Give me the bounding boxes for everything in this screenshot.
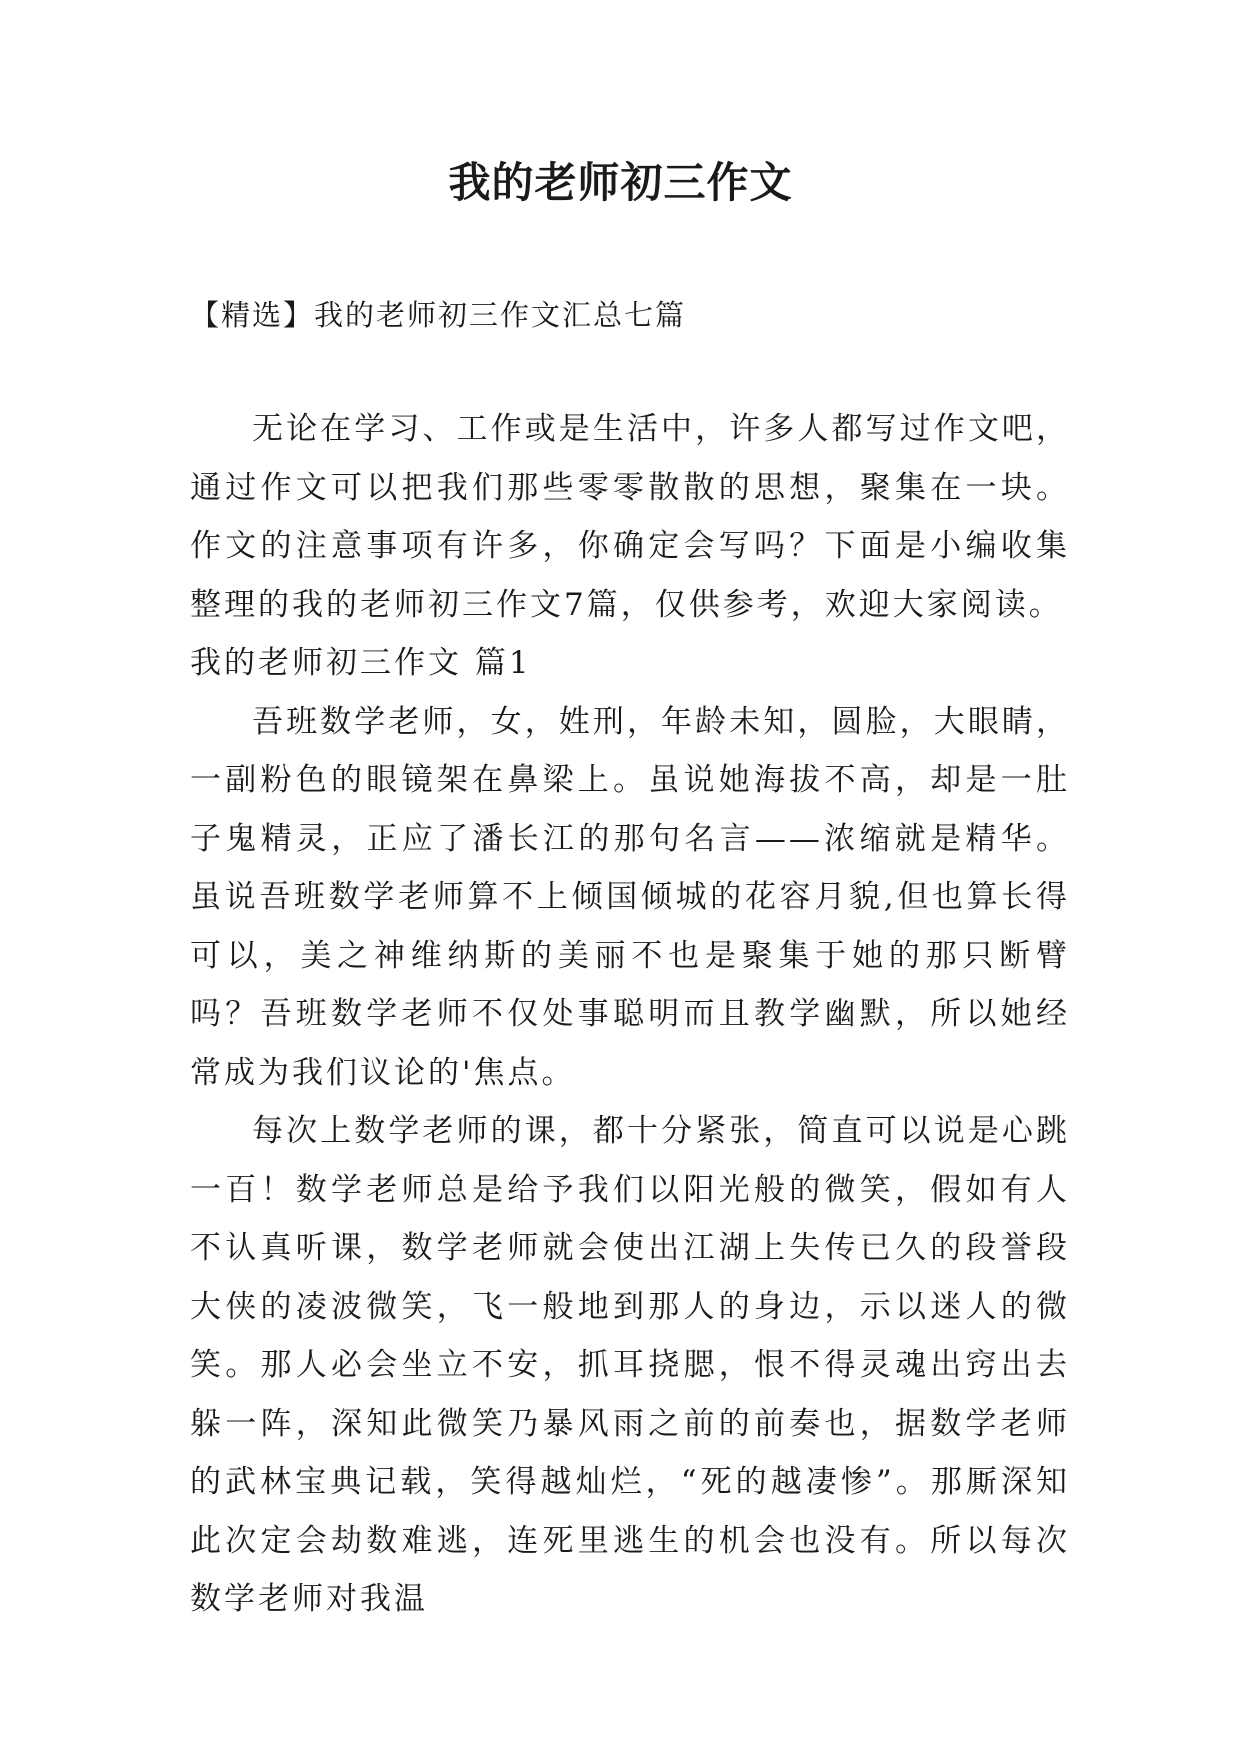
section-heading: 我的老师初三作文 篇1 bbox=[190, 645, 532, 681]
article-body bbox=[190, 400, 1070, 1629]
intro-paragraph: 无论在学习、工作或是生活中，许多人都写过作文吧，通过作文可以把我们那些零零散散的思想，聚集在一块。作文的注意事项有许多，你确定会写吗？下面是小编收集整理的我的老师初三作文7篇，仅供参考，欢迎大家阅读。 bbox=[190, 411, 1070, 623]
document-subtitle: 【精选】我的老师初三作文汇总七篇 bbox=[190, 298, 687, 332]
body-paragraph-1: 吾班数学老师，女，姓刑，年龄未知，圆脸，大眼睛，一副粉色的眼镜架在鼻梁上。虽说她海拔不高，却是一肚子鬼精灵，正应了潘长江的那句名言——浓缩就是精华。虽说吾班数学老师算不上倾国倾城的花容月貌,但也算长得可以，美之神维纳斯的美丽不也是聚集于她的那只断臂吗？吾班数学老师不仅处事聪明而且教学幽默，所以她经常成为我们议论的'焦点。 bbox=[190, 703, 1070, 1091]
body-paragraph-2: 每次上数学老师的课，都十分紧张，简直可以说是心跳一百！数学老师总是给予我们以阳光般的微笑，假如有人不认真听课，数学老师就会使出江湖上失传已久的段誉段大侠的凌波微笑，飞一般地到那人的身边，示以迷人的微笑。那人必会坐立不安，抓耳挠腮，恨不得灵魂出窍出去躲一阵，深知此微笑乃暴风雨之前的前奏也，据数学老师的武林宝典记载，笑得越灿烂，“死的越凄惨”。那厮深知此次定会劫数难逃，连死里逃生的机会也没有。所以每次数学老师对我温 bbox=[190, 1113, 1070, 1617]
page-title: 我的老师初三作文 bbox=[448, 158, 793, 207]
